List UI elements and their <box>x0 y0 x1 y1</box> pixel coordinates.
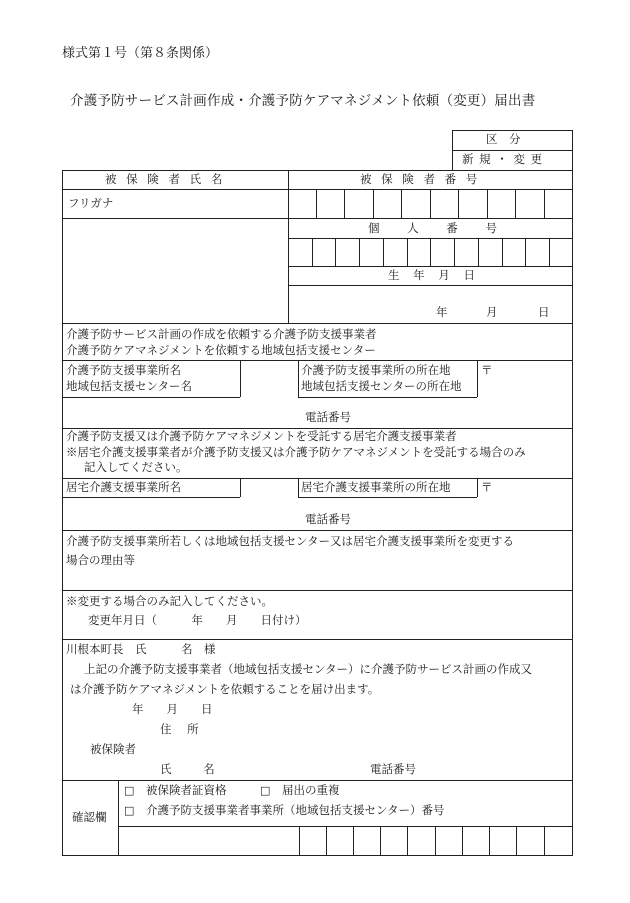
change-date-label: 変更年月日（ 年 月 日付け） <box>88 613 307 627</box>
rule <box>383 238 384 266</box>
rule <box>62 218 573 219</box>
rule <box>452 150 573 151</box>
declarant-insured-label: 被保険者 <box>90 742 136 756</box>
form-number: 様式第１号（第８条関係） <box>62 46 219 61</box>
home-care-address-label: 居宅介護支援事業所の所在地 <box>301 480 451 494</box>
rule <box>477 478 478 497</box>
rule <box>62 397 240 398</box>
rule <box>544 189 545 218</box>
rule <box>62 170 573 171</box>
rule <box>549 238 550 266</box>
birth-month-label: 月 <box>486 305 498 319</box>
home-care-note: ※居宅介護支援事業者が介護予防支援又は介護予防ケアマネジメントを受託する場合のみ <box>66 445 526 459</box>
addressee: 川根本町長 氏 名 様 <box>66 642 216 656</box>
rule <box>344 189 345 218</box>
rule <box>62 639 573 640</box>
rule <box>62 360 573 361</box>
rule <box>298 478 299 497</box>
rule <box>312 238 313 266</box>
support-provider-heading: 介護予防サービス計画の作成を依頼する介護予防支援事業者 <box>66 327 377 341</box>
rule <box>62 170 63 856</box>
rule <box>118 826 573 827</box>
rule <box>326 826 327 856</box>
rule <box>335 238 336 266</box>
declaration-text-2: は介護予防ケアマネジメントを依頼することを届け出ます。 <box>70 682 380 696</box>
declarant-address-label: 住 所 <box>160 722 205 736</box>
rule <box>288 170 289 323</box>
support-provider-phone-label: 電話番号 <box>305 410 351 424</box>
declaration-date: 年 月 日 <box>132 702 213 716</box>
rule <box>62 323 573 324</box>
insured-number-header: 被 保 険 者 番 号 <box>360 172 481 186</box>
rule <box>353 826 354 856</box>
rule <box>572 170 573 856</box>
rule <box>407 826 408 856</box>
rule <box>62 855 573 856</box>
support-provider-address-label: 介護予防支援事業所の所在地 <box>301 363 451 377</box>
support-provider-name-label: 介護予防支援事業所名 <box>66 363 181 377</box>
rule <box>298 497 477 498</box>
rule <box>452 130 453 170</box>
rule <box>401 189 402 218</box>
change-date-note: ※変更する場合のみ記入してください。 <box>66 594 273 608</box>
rule <box>430 238 431 266</box>
declarant-name-label: 氏 名 <box>160 762 229 776</box>
declaration-text: 上記の介護予防支援事業者（地域包括支援センター）に介護予防サービス計画の作成又 <box>84 662 533 676</box>
checkbox-icon[interactable]: □ <box>260 784 271 797</box>
check-duplicate-notice: 届出の重複 <box>282 783 340 797</box>
document-title: 介護予防サービス計画作成・介護予防ケアマネジメント依頼（変更）届出書 <box>70 93 536 109</box>
rule <box>544 826 545 856</box>
rule <box>502 238 503 266</box>
rule <box>62 497 240 498</box>
rule <box>516 826 517 856</box>
postal-mark: 〒 <box>481 363 493 377</box>
change-reason-label-2: 場合の理由等 <box>66 553 135 567</box>
classification-label: 区 分 <box>486 132 521 146</box>
change-reason-label: 介護予防支援事業所若しくは地域包括支援センター又は居宅介護支援事業所を変更する <box>66 534 515 548</box>
rule <box>288 285 573 286</box>
home-care-heading: 介護予防支援又は介護予防ケアマネジメントを受託する居宅介護支援事業者 <box>66 429 457 443</box>
classification-options[interactable]: 新 規 ・ 変 更 <box>462 152 544 166</box>
rule <box>458 189 459 218</box>
rule <box>298 397 477 398</box>
confirmation-label: 確認欄 <box>72 810 107 824</box>
rule <box>288 266 573 267</box>
support-provider-heading-2: 介護予防ケアマネジメントを依頼する地域包括支援センター <box>66 343 376 357</box>
rule <box>452 130 573 131</box>
birth-year-label: 年 <box>436 305 448 319</box>
rule <box>525 238 526 266</box>
checkbox-icon[interactable]: □ <box>124 784 135 797</box>
rule <box>359 238 360 266</box>
birthdate-header: 生 年 月 日 <box>388 268 480 282</box>
rule <box>572 130 573 170</box>
home-care-phone-label: 電話番号 <box>305 512 351 526</box>
postal-mark: 〒 <box>481 480 493 494</box>
checkbox-icon[interactable]: □ <box>124 804 135 817</box>
rule <box>118 780 119 856</box>
rule <box>62 189 573 190</box>
check-insured-eligibility: 被保険者証資格 <box>146 783 227 797</box>
rule <box>478 238 479 266</box>
declarant-phone-label: 電話番号 <box>370 762 416 776</box>
rule <box>62 780 573 781</box>
insured-name-header: 被 保 険 者 氏 名 <box>105 172 226 186</box>
rule <box>430 189 431 218</box>
rule <box>240 478 241 497</box>
check-provider-number: 介護予防支援事業者事業所（地域包括支援センター）番号 <box>146 803 445 817</box>
rule <box>515 189 516 218</box>
home-care-note-2: 記入してください。 <box>84 460 188 474</box>
rule <box>373 189 374 218</box>
rule <box>489 826 490 856</box>
individual-number-header: 個 人 番 号 <box>368 221 509 235</box>
rule <box>454 238 455 266</box>
furigana-label: フリガナ <box>68 196 114 210</box>
rule <box>462 826 463 856</box>
rule <box>298 360 299 397</box>
rule <box>62 590 573 591</box>
rule <box>62 530 573 531</box>
rule <box>435 826 436 856</box>
rule <box>316 189 317 218</box>
birth-day-label: 日 <box>538 305 550 319</box>
support-provider-name-label-2: 地域包括支援センター名 <box>66 379 193 393</box>
rule <box>477 360 478 397</box>
rule <box>380 826 381 856</box>
rule <box>407 238 408 266</box>
support-provider-address-label-2: 地域包括支援センターの所在地 <box>301 379 462 393</box>
home-care-name-label: 居宅介護支援事業所名 <box>66 480 181 494</box>
rule <box>62 478 573 479</box>
rule <box>299 826 300 856</box>
rule <box>240 360 241 397</box>
rule <box>487 189 488 218</box>
